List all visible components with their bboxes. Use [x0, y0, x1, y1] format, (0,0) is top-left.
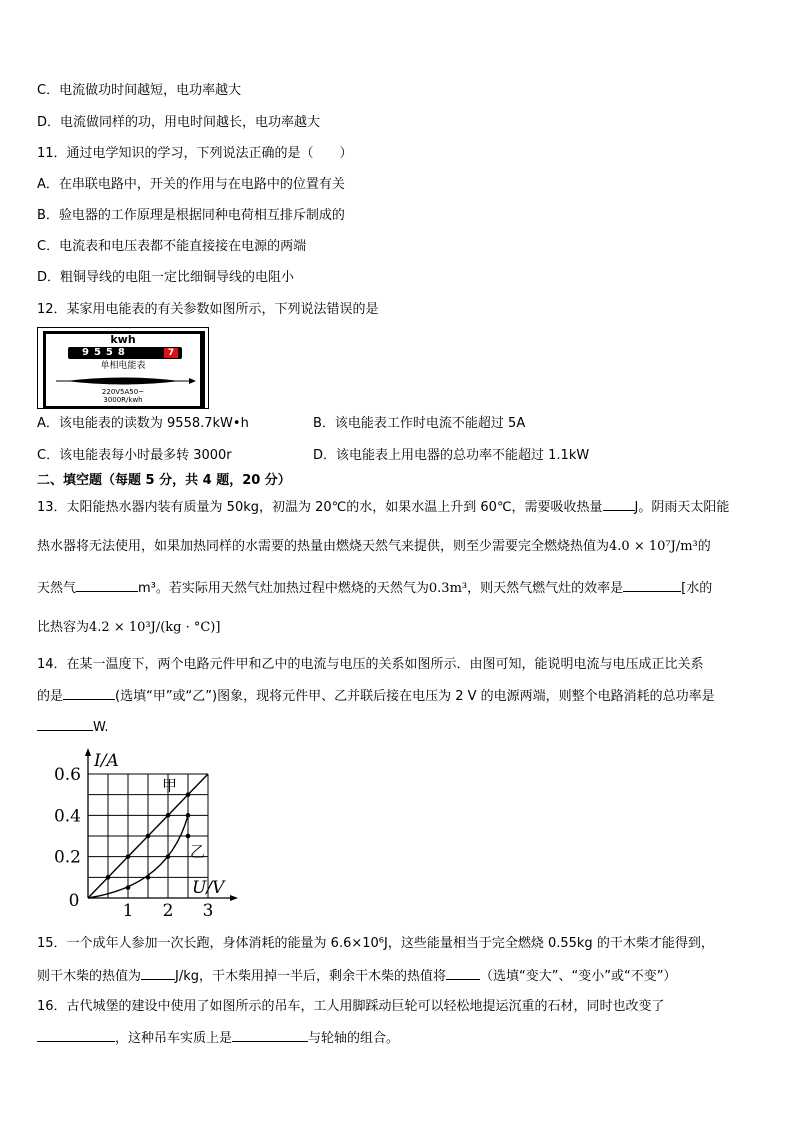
series-label-jia: 甲	[162, 776, 178, 795]
question-16-line2	[37, 1028, 399, 1049]
question-13-line4	[37, 618, 220, 638]
question-11-stem: 11．通过电学知识的学习，下列说法正确的是（ ）	[37, 146, 353, 161]
question-14-line3	[37, 717, 109, 738]
question-14-line1: 14．在某一温度下，两个电路元件甲和乙中的电流与电压的关系如图所示．由图可知，能说明电流与电压成正比关系	[37, 657, 704, 672]
q13-blank-volume	[76, 578, 138, 592]
q16-line2-text-a: ，这种吊车实质上是	[115, 1031, 233, 1046]
q14-blank-element	[63, 686, 115, 700]
meter-unit: kwh	[110, 333, 136, 346]
data-point	[186, 813, 191, 818]
y-tick-label: 0.2	[53, 847, 81, 868]
q15-line2-text-b: J/kg，干木柴用掉一半后，剩余干木柴的热值将	[175, 969, 447, 984]
section-2-heading: 二、填空题（每题 5 分，共 4 题，20 分）	[37, 473, 291, 488]
q13-line2-text-c: 的	[697, 539, 711, 554]
q13-line3-text-a: 天然气	[37, 581, 77, 596]
q15-line2-text-a: 则干木柴的热值为	[37, 969, 142, 984]
x-tick-label: 0	[68, 891, 80, 911]
x-tick-label: 3	[202, 901, 214, 918]
q13-specific-heat: 4.2 × 10³J/(kg · °C)]	[89, 620, 221, 635]
data-point	[146, 834, 151, 839]
q15-line2-text-c: （选填“变大”、“变小”或“不变”）	[480, 969, 677, 984]
q16-blank-2	[232, 1028, 308, 1042]
question-12-option-b: B．该电能表工作时电流不能超过 5A	[313, 416, 526, 431]
y-axis-label: I/A	[94, 751, 119, 771]
meter-spec-line2: 3000R/kwh	[103, 396, 143, 404]
y-tick-label: 0.4	[53, 806, 81, 827]
x-axis-arrow	[230, 895, 238, 901]
option-c-text: C．电流做功时间越短，电功率越大	[37, 83, 242, 98]
question-11-option-b: B．验电器的工作原理是根据同种电荷相互排斥制成的	[37, 208, 345, 223]
data-point	[126, 854, 131, 859]
question-13-line2	[37, 537, 711, 557]
q13-line3-text-d: ，则天然气燃气灶的效率是	[467, 581, 624, 596]
meter-disc-icon	[46, 376, 200, 386]
question-11-option-c: C．电流表和电压表都不能直接接在电源的两端	[37, 239, 307, 254]
q15-blank-heat-value	[141, 966, 175, 980]
electric-meter-figure	[37, 327, 209, 409]
data-point	[186, 834, 191, 839]
question-12-option-a: A．该电能表的读数为 9558.7kW•h	[37, 416, 249, 431]
q14-line2-text-b: (选填“甲”或“乙”)图象，现将元件甲、乙并联后接在电压为 2 V 的电源两端，则整个电路消耗的总功率是	[115, 689, 715, 704]
meter-display	[68, 347, 182, 359]
iu-graph	[50, 748, 270, 918]
question-12-stem: 12．某家用电能表的有关参数如图所示，下列说法错误的是	[37, 302, 379, 317]
x-tick-label: 2	[162, 901, 174, 918]
question-13-line1	[37, 497, 729, 518]
option-d-text: D．电流做同样的功，用电时间越长，电功率越大	[37, 115, 321, 130]
q13-line3-text-e: [水的	[681, 581, 713, 596]
question-13-line3	[37, 578, 712, 599]
q13-heat-value: 4.0 × 10⁷J/m³	[609, 539, 698, 554]
q14-line3-text: W.	[93, 720, 109, 735]
question-14-line2	[37, 686, 715, 707]
question-11-option-a: A．在串联电路中，开关的作用与在电路中的位置有关	[37, 177, 345, 192]
x-tick-label: 1	[122, 901, 134, 918]
data-point	[166, 813, 171, 818]
data-point	[106, 875, 111, 880]
data-point	[126, 885, 131, 890]
meter-name: 单相电能表	[100, 361, 146, 371]
q15-blank-change	[446, 966, 480, 980]
series-label-yi: 乙	[190, 842, 206, 861]
question-12-option-c: C．该电能表每小时最多转 3000r	[37, 448, 232, 463]
q13-gas-volume: 0.3m³	[428, 581, 468, 596]
q16-line2-text-b: 与轮轴的组合。	[308, 1031, 400, 1046]
q13-line1-text-a: 13．太阳能热水器内装有质量为 50kg，初温为 20℃的水，如果水温上升到 60℃，需要吸收热量	[37, 500, 603, 515]
question-15-line1: 15．一个成年人参加一次长跑，身体消耗的能量为 6.6×10⁶J，这些能量相当于完全燃烧 0.55kg 的干木柴才能得到，	[37, 936, 714, 951]
data-point	[146, 875, 151, 880]
q14-line2-text-a: 的是	[37, 689, 64, 704]
question-11-option-d: D．粗铜导线的电阻一定比细铜导线的电阻小	[37, 270, 295, 285]
q13-blank-efficiency	[623, 578, 681, 592]
q13-line2-text-a: 热水器将无法使用，如果加热同样的水需要的热量由燃烧天然气来提供，则至少需要完全燃烧热值为	[37, 539, 610, 554]
question-16-line1: 16．古代城堡的建设中使用了如图所示的吊车，工人用脚踩动巨轮可以轻松地提运沉重的石材，同时也改变了	[37, 999, 665, 1014]
y-tick-label: 0.6	[53, 765, 81, 785]
q13-line1-text-b: J。阴雨天太阳能	[634, 500, 730, 515]
meter-digits: 9558	[82, 347, 130, 358]
question-15-line2	[37, 966, 676, 987]
meter-decimal-digit: 7	[164, 348, 178, 358]
meter-spec-line1: 220V5A50~	[101, 388, 145, 396]
q13-line3-text-b: m³。若实际用天然气灶加热过程中燃烧的天然气为	[138, 581, 429, 596]
q16-blank-1	[37, 1028, 115, 1042]
question-12-option-d: D．该电能表上用电器的总功率不能超过 1.1kW	[313, 448, 590, 463]
y-axis-arrow	[85, 748, 91, 756]
data-point	[186, 792, 191, 797]
q14-blank-power	[37, 717, 93, 731]
data-point	[166, 854, 171, 859]
q13-blank-heat	[603, 497, 635, 511]
x-axis-label: U/V	[192, 878, 225, 898]
q13-line4-text-a: 比热容为	[37, 620, 90, 635]
